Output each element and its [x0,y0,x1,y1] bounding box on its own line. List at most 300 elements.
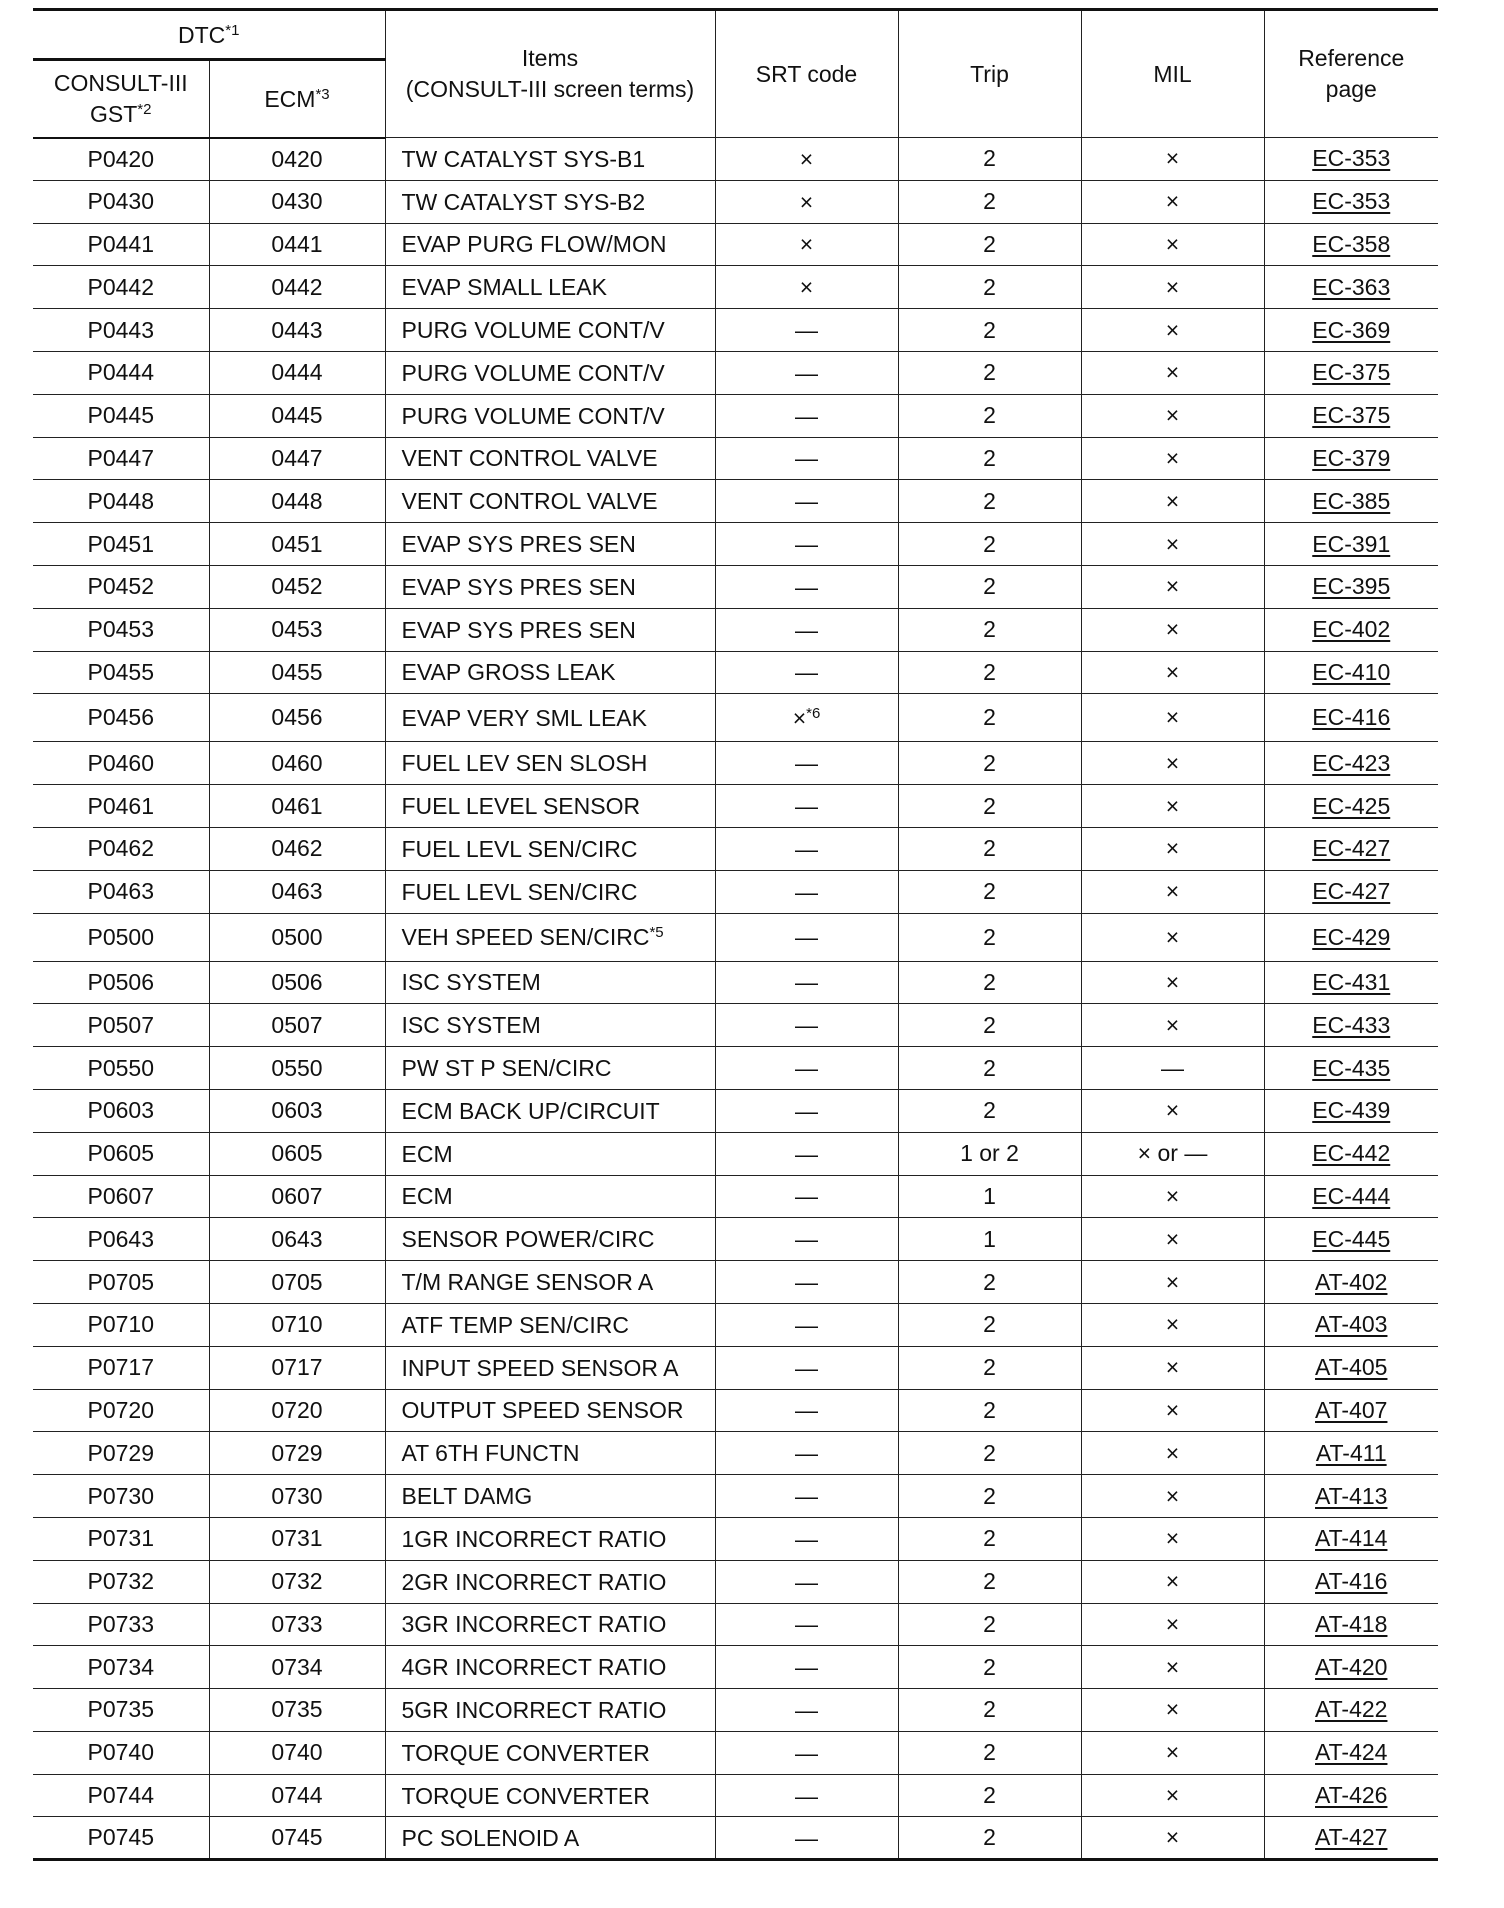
mil-value: × [1081,1218,1264,1261]
trip-value: 2 [898,1689,1081,1732]
reference-link-cell[interactable] [1264,827,1438,870]
table-row [33,1432,1438,1475]
items-header: Items (CONSULT-III screen terms) [385,10,715,138]
reference-link[interactable]: EC-358 [1312,230,1391,257]
trip-value: 2 [898,1389,1081,1432]
table-row [33,1261,1438,1304]
srt-code: × [715,266,898,309]
table-row [33,1089,1438,1132]
item-name: TW CATALYST SYS-B2 [385,180,715,223]
item-name: AT 6TH FUNCTN [385,1432,715,1475]
reference-link-cell[interactable] [1264,1774,1438,1817]
consult-code: P0733 [33,1603,209,1646]
table-row [33,1346,1438,1389]
trip-value: 2 [898,394,1081,437]
reference-link-cell[interactable] [1264,480,1438,523]
table-row [33,1774,1438,1817]
mil-value: × [1081,309,1264,352]
consult-code: P0744 [33,1774,209,1817]
mil-value: × [1081,742,1264,785]
reference-link[interactable]: EC-427 [1312,878,1391,905]
reference-link-cell[interactable] [1264,1303,1438,1346]
reference-link[interactable]: EC-431 [1312,968,1391,995]
item-name: 1GR INCORRECT RATIO [385,1517,715,1560]
trip-value: 2 [898,1603,1081,1646]
reference-link[interactable]: AT-407 [1315,1396,1388,1423]
reference-link[interactable]: AT-402 [1315,1268,1388,1295]
mil-value: × [1081,785,1264,828]
reference-link[interactable]: AT-422 [1315,1696,1388,1723]
reference-link-cell[interactable] [1264,138,1438,181]
consult-code: P0745 [33,1817,209,1860]
mil-value: × [1081,961,1264,1004]
mil-value: × [1081,437,1264,480]
reference-link-cell[interactable] [1264,1517,1438,1560]
reference-header: Reference page [1264,10,1438,138]
consult-code: P0443 [33,309,209,352]
trip-value: 2 [898,223,1081,266]
consult-code: P0643 [33,1218,209,1261]
ecm-code: 0445 [209,394,385,437]
trip-value: 2 [898,309,1081,352]
table-row [33,223,1438,266]
item-name: ECM [385,1175,715,1218]
reference-link-cell[interactable] [1264,913,1438,961]
reference-link-cell[interactable] [1264,1389,1438,1432]
reference-link-cell[interactable] [1264,1432,1438,1475]
reference-link[interactable]: AT-405 [1315,1354,1388,1381]
item-name: TW CATALYST SYS-B1 [385,138,715,181]
reference-link[interactable]: EC-375 [1312,359,1391,386]
srt-code: — [715,437,898,480]
srt-code: — [715,1731,898,1774]
ecm-code: 0456 [209,694,385,742]
ecm-code: 0744 [209,1774,385,1817]
reference-link[interactable]: EC-435 [1312,1054,1391,1081]
table-row [33,1047,1438,1090]
ecm-code: 0463 [209,870,385,913]
reference-link-cell[interactable] [1264,1047,1438,1090]
ecm-code: 0430 [209,180,385,223]
srt-header: SRT code [715,10,898,138]
mil-value: × [1081,565,1264,608]
reference-link[interactable]: EC-395 [1312,573,1391,600]
srt-code: — [715,1175,898,1218]
ecm-code: 0717 [209,1346,385,1389]
item-name: ATF TEMP SEN/CIRC [385,1303,715,1346]
reference-link[interactable]: EC-427 [1312,835,1391,862]
ecm-code: 0451 [209,523,385,566]
item-name: ECM BACK UP/CIRCUIT [385,1089,715,1132]
consult-code: P0442 [33,266,209,309]
table-row [33,1132,1438,1175]
trip-value: 2 [898,742,1081,785]
trip-value: 1 [898,1218,1081,1261]
reference-link[interactable]: AT-411 [1315,1439,1387,1466]
srt-code: — [715,1261,898,1304]
srt-code: — [715,1689,898,1732]
table-row [33,1389,1438,1432]
consult-code: P0448 [33,480,209,523]
table-row [33,1646,1438,1689]
reference-link-cell[interactable] [1264,961,1438,1004]
reference-link-cell[interactable] [1264,437,1438,480]
item-name: EVAP PURG FLOW/MON [385,223,715,266]
reference-link-cell[interactable] [1264,1089,1438,1132]
item-name: PURG VOLUME CONT/V [385,309,715,352]
consult-code: P0461 [33,785,209,828]
ecm-code: 0461 [209,785,385,828]
consult-code: P0455 [33,651,209,694]
reference-link-cell[interactable] [1264,1261,1438,1304]
srt-code: — [715,1774,898,1817]
ecm-code: 0550 [209,1047,385,1090]
item-name: EVAP SYS PRES SEN [385,608,715,651]
reference-link-cell[interactable] [1264,1603,1438,1646]
mil-value: × [1081,694,1264,742]
mil-value: — [1081,1047,1264,1090]
reference-link-cell[interactable] [1264,180,1438,223]
table-row [33,1817,1438,1860]
reference-link[interactable]: EC-445 [1312,1225,1391,1252]
srt-code: — [715,1517,898,1560]
table-body [33,138,1438,1860]
table-row [33,608,1438,651]
reference-link-cell[interactable] [1264,1731,1438,1774]
table-row [33,180,1438,223]
consult-code: P0603 [33,1089,209,1132]
table-row [33,266,1438,309]
table-row [33,351,1438,394]
trip-value: 2 [898,608,1081,651]
ecm-code: 0507 [209,1004,385,1047]
reference-link-cell[interactable] [1264,1004,1438,1047]
ecm-code: 0745 [209,1817,385,1860]
srt-code: — [715,1603,898,1646]
ecm-header: ECM$^{*3}$ [209,60,385,138]
reference-link-cell[interactable] [1264,1218,1438,1261]
trip-value: 2 [898,266,1081,309]
consult-code: P0605 [33,1132,209,1175]
trip-value: 2 [898,138,1081,181]
item-name: TORQUE CONVERTER [385,1731,715,1774]
mil-value: × [1081,266,1264,309]
consult-code: P0507 [33,1004,209,1047]
consult-code: P0730 [33,1475,209,1518]
trip-value: 2 [898,437,1081,480]
trip-value: 2 [898,1774,1081,1817]
dtc-table [33,8,1438,1861]
ecm-code: 0453 [209,608,385,651]
trip-value: 2 [898,1346,1081,1389]
trip-value: 1 [898,1175,1081,1218]
item-name: FUEL LEVL SEN/CIRC [385,827,715,870]
trip-value: 2 [898,785,1081,828]
item-name: VEH SPEED SEN/CIRC$^{*5}$ [385,913,715,961]
mil-value: × [1081,394,1264,437]
reference-link[interactable]: EC-353 [1312,145,1391,172]
table-row [33,870,1438,913]
table-row [33,913,1438,961]
srt-code: × [715,138,898,181]
reference-link[interactable]: AT-413 [1315,1482,1388,1509]
table-row [33,1603,1438,1646]
consult-code: P0453 [33,608,209,651]
trip-value: 2 [898,694,1081,742]
srt-code: — [715,1432,898,1475]
reference-link[interactable]: AT-403 [1315,1311,1388,1338]
consult-code: P0463 [33,870,209,913]
reference-link[interactable]: AT-414 [1315,1525,1388,1552]
item-name: EVAP GROSS LEAK [385,651,715,694]
reference-link-cell[interactable] [1264,1646,1438,1689]
mil-value: × [1081,1517,1264,1560]
table-row [33,1475,1438,1518]
trip-value: 2 [898,1004,1081,1047]
trip-value: 2 [898,1517,1081,1560]
srt-code: — [715,742,898,785]
srt-code: — [715,1560,898,1603]
reference-link-cell[interactable] [1264,565,1438,608]
reference-link-cell[interactable] [1264,223,1438,266]
mil-value: × [1081,138,1264,181]
table-row [33,1689,1438,1732]
reference-link-cell[interactable] [1264,608,1438,651]
consult-code: P0550 [33,1047,209,1090]
table-row [33,565,1438,608]
ecm-code: 0720 [209,1389,385,1432]
item-name: ISC SYSTEM [385,961,715,1004]
reference-link-cell[interactable] [1264,266,1438,309]
ecm-code: 0705 [209,1261,385,1304]
reference-link[interactable]: AT-416 [1315,1568,1388,1595]
trip-value: 2 [898,565,1081,608]
ecm-code: 0444 [209,351,385,394]
mil-value: × [1081,1346,1264,1389]
ecm-code: 0740 [209,1731,385,1774]
ecm-code: 0441 [209,223,385,266]
mil-value: × [1081,480,1264,523]
srt-code: — [715,1646,898,1689]
reference-link-cell[interactable] [1264,1175,1438,1218]
mil-value: × [1081,1175,1264,1218]
srt-code: — [715,394,898,437]
reference-link[interactable]: AT-418 [1315,1610,1388,1637]
mil-value: × [1081,1731,1264,1774]
reference-link[interactable]: EC-369 [1312,316,1391,343]
ecm-code: 0603 [209,1089,385,1132]
reference-link[interactable]: EC-442 [1312,1140,1391,1167]
table-row [33,785,1438,828]
ecm-code: 0500 [209,913,385,961]
item-name: EVAP SMALL LEAK [385,266,715,309]
reference-link[interactable]: EC-423 [1312,749,1391,776]
consult-code: P0456 [33,694,209,742]
ecm-code: 0448 [209,480,385,523]
ecm-code: 0443 [209,309,385,352]
reference-link[interactable]: EC-429 [1312,923,1391,950]
consult-code: P0430 [33,180,209,223]
reference-link[interactable]: EC-425 [1312,792,1391,819]
reference-link-cell[interactable] [1264,870,1438,913]
reference-link[interactable]: EC-379 [1312,444,1391,471]
srt-code: — [715,785,898,828]
reference-link-cell[interactable] [1264,1475,1438,1518]
mil-value: × [1081,1817,1264,1860]
reference-link-cell[interactable] [1264,651,1438,694]
ecm-code: 0735 [209,1689,385,1732]
item-name: 3GR INCORRECT RATIO [385,1603,715,1646]
table-row [33,742,1438,785]
reference-link-cell[interactable] [1264,351,1438,394]
mil-value: × [1081,1389,1264,1432]
ecm-code: 0462 [209,827,385,870]
srt-code: — [715,523,898,566]
trip-value: 2 [898,913,1081,961]
mil-value: × [1081,870,1264,913]
trip-header: Trip [898,10,1081,138]
table-row [33,523,1438,566]
trip-value: 2 [898,351,1081,394]
reference-link[interactable]: EC-363 [1312,273,1391,300]
table-row [33,1517,1438,1560]
table-row [33,1218,1438,1261]
ecm-code: 0734 [209,1646,385,1689]
reference-link-cell[interactable] [1264,1689,1438,1732]
reference-link[interactable]: AT-427 [1315,1824,1388,1851]
item-name: 5GR INCORRECT RATIO [385,1689,715,1732]
srt-code: — [715,480,898,523]
trip-value: 2 [898,480,1081,523]
ecm-code: 0447 [209,437,385,480]
item-name: TORQUE CONVERTER [385,1774,715,1817]
item-name: ISC SYSTEM [385,1004,715,1047]
item-name: PC SOLENOID A [385,1817,715,1860]
reference-link[interactable]: EC-375 [1312,402,1391,429]
reference-link[interactable]: EC-416 [1312,704,1391,731]
consult-code: P0462 [33,827,209,870]
reference-link-cell[interactable] [1264,309,1438,352]
consult-code: P0420 [33,138,209,181]
srt-code: — [715,565,898,608]
consult-code: P0607 [33,1175,209,1218]
srt-code: — [715,608,898,651]
trip-value: 2 [898,1475,1081,1518]
srt-code: — [715,1346,898,1389]
mil-value: × or — [1081,1132,1264,1175]
mil-value: × [1081,608,1264,651]
reference-link[interactable]: EC-353 [1312,188,1391,215]
reference-link-cell[interactable] [1264,394,1438,437]
consult-code: P0441 [33,223,209,266]
srt-code: — [715,1817,898,1860]
srt-code: — [715,961,898,1004]
table-row [33,1004,1438,1047]
table-row [33,1731,1438,1774]
trip-value: 1 or 2 [898,1132,1081,1175]
reference-link-cell[interactable] [1264,1346,1438,1389]
mil-value: × [1081,1560,1264,1603]
mil-value: × [1081,1261,1264,1304]
reference-link[interactable]: EC-391 [1312,530,1391,557]
reference-link[interactable]: EC-444 [1312,1182,1391,1209]
reference-link-cell[interactable] [1264,742,1438,785]
reference-link-cell[interactable] [1264,1560,1438,1603]
table-row [33,437,1438,480]
item-name: OUTPUT SPEED SENSOR [385,1389,715,1432]
item-name: T/M RANGE SENSOR A [385,1261,715,1304]
reference-link[interactable]: EC-402 [1312,616,1391,643]
trip-value: 2 [898,1047,1081,1090]
mil-value: × [1081,913,1264,961]
mil-value: × [1081,1432,1264,1475]
ecm-code: 0455 [209,651,385,694]
ecm-code: 0607 [209,1175,385,1218]
ecm-code: 0732 [209,1560,385,1603]
mil-value: × [1081,351,1264,394]
consult-code: P0452 [33,565,209,608]
item-name: PURG VOLUME CONT/V [385,394,715,437]
ecm-code: 0605 [209,1132,385,1175]
item-name: PURG VOLUME CONT/V [385,351,715,394]
ecm-code: 0733 [209,1603,385,1646]
trip-value: 2 [898,1646,1081,1689]
consult-code: P0734 [33,1646,209,1689]
consult-code: P0710 [33,1303,209,1346]
reference-link[interactable]: AT-426 [1315,1782,1388,1809]
mil-value: × [1081,1303,1264,1346]
reference-link-cell[interactable] [1264,1132,1438,1175]
consult-code: P0720 [33,1389,209,1432]
reference-link-cell[interactable] [1264,694,1438,742]
reference-link[interactable]: EC-439 [1312,1097,1391,1124]
item-name: BELT DAMG [385,1475,715,1518]
consult-code: P0705 [33,1261,209,1304]
mil-value: × [1081,1689,1264,1732]
reference-link-cell[interactable] [1264,523,1438,566]
reference-link[interactable]: EC-433 [1312,1011,1391,1038]
reference-link[interactable]: AT-420 [1315,1653,1388,1680]
mil-value: × [1081,1089,1264,1132]
table-row [33,1303,1438,1346]
reference-link-cell[interactable] [1264,1817,1438,1860]
item-name: ECM [385,1132,715,1175]
mil-value: × [1081,223,1264,266]
trip-value: 2 [898,1303,1081,1346]
srt-code: — [715,651,898,694]
item-name: SENSOR POWER/CIRC [385,1218,715,1261]
srt-code: — [715,1047,898,1090]
dtc-header: DTC$^{*1}$ [33,10,385,60]
trip-value: 2 [898,1089,1081,1132]
reference-link[interactable]: AT-424 [1315,1739,1388,1766]
reference-link[interactable]: EC-410 [1312,658,1391,685]
reference-link-cell[interactable] [1264,785,1438,828]
item-name: FUEL LEVEL SENSOR [385,785,715,828]
srt-code: — [715,1218,898,1261]
ecm-code: 0460 [209,742,385,785]
mil-value: × [1081,523,1264,566]
ecm-code: 0452 [209,565,385,608]
table-row [33,480,1438,523]
ecm-code: 0731 [209,1517,385,1560]
srt-code: — [715,1475,898,1518]
ecm-code: 0420 [209,138,385,181]
consult-code: P0460 [33,742,209,785]
srt-code: — [715,870,898,913]
reference-link[interactable]: EC-385 [1312,487,1391,514]
srt-code: — [715,351,898,394]
